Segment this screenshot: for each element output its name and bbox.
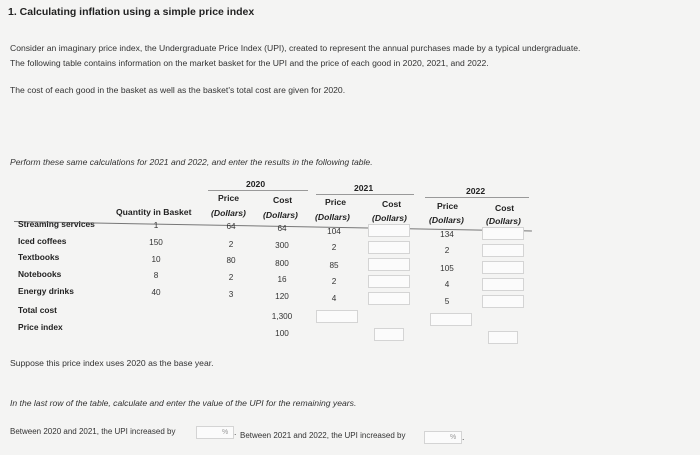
unit-header-price-2022: (Dollars) — [429, 215, 464, 225]
total-cost-2020: 1,300 — [271, 312, 293, 321]
row-label-textbooks: Textbooks — [18, 252, 60, 262]
inflation-2022-input[interactable] — [424, 431, 465, 444]
year-rule-2021 — [316, 194, 414, 195]
price-index-2020: 100 — [275, 329, 289, 338]
price-2020-textbooks: 80 — [226, 256, 236, 265]
cost-2021-textbooks-input[interactable] — [368, 258, 410, 271]
base-year-note: Suppose this price index uses 2020 as the base year. — [10, 358, 214, 368]
cost-2022-iced-coffees-input[interactable] — [482, 244, 524, 257]
price-header-2020: Price — [218, 193, 240, 203]
section-title: 1. Calculating inflation using a simple price index — [8, 6, 255, 18]
year-header-2021: 2021 — [354, 183, 374, 193]
price-index-2021-input[interactable] — [374, 328, 404, 341]
qty-iced-coffees: 150 — [149, 238, 163, 247]
price-2021-streaming: 104 — [327, 227, 341, 236]
cost-2020-streaming: 64 — [277, 224, 287, 233]
qty-notebooks: 8 — [153, 271, 159, 280]
price-2020-notebooks: 2 — [228, 273, 234, 282]
row-label-total-cost: Total cost — [18, 305, 57, 315]
unit-header-price-2020: (Dollars) — [211, 208, 246, 218]
inflation-2021-percent: % — [222, 429, 229, 436]
intro-line-1: Consider an imaginary price index, the Undergraduate Price Index (UPI), created to represent the annual purchases made by a typical undergraduate. — [10, 43, 581, 53]
cost-2021-energy-drinks-input[interactable] — [368, 292, 410, 305]
inflation-2021-period: . — [234, 427, 237, 437]
price-index-2022-input[interactable] — [488, 331, 518, 344]
quantity-header: Quantity in Basket — [116, 207, 192, 217]
price-2021-notebooks: 2 — [331, 277, 337, 286]
price-2022-notebooks: 4 — [444, 280, 450, 289]
price-header-2022: Price — [437, 201, 459, 211]
price-2022-streaming: 134 — [440, 230, 454, 239]
qty-streaming: 1 — [153, 221, 159, 230]
year-rule-2022 — [425, 197, 529, 198]
year-header-2022: 2022 — [466, 186, 486, 196]
inflation-2022-percent: % — [450, 434, 457, 441]
qty-energy-drinks: 40 — [151, 288, 161, 297]
intro-line-3: The cost of each good in the basket as well as the basket's total cost are given for 2020. — [10, 85, 346, 95]
price-header-2021: Price — [325, 197, 347, 207]
price-2020-energy-drinks: 3 — [228, 290, 234, 299]
unit-header-cost-2022: (Dollars) — [486, 216, 521, 226]
cost-2021-notebooks-input[interactable] — [368, 275, 410, 288]
cost-2022-streaming-input[interactable] — [482, 227, 524, 240]
inflation-2022-period: . — [462, 432, 465, 442]
cost-2021-streaming-input[interactable] — [368, 224, 410, 237]
last-row-instruction: In the last row of the table, calculate and enter the value of the UPI for the remaining years. — [10, 398, 357, 408]
intro-line-2: The following table contains information on the market basket for the UPI and the price of each good in 2020, 2021, and 2022. — [10, 58, 489, 68]
inflation-2021-input[interactable] — [196, 426, 237, 439]
cost-2022-textbooks-input[interactable] — [482, 261, 524, 274]
row-label-energy-drinks: Energy drinks — [18, 286, 74, 296]
cost-header-2020: Cost — [273, 195, 293, 205]
cost-header-2021: Cost — [382, 199, 402, 209]
total-cost-2022-input[interactable] — [430, 313, 472, 326]
cost-header-2022: Cost — [495, 203, 515, 213]
total-cost-2021-input[interactable] — [316, 310, 358, 323]
unit-header-price-2021: (Dollars) — [315, 212, 350, 222]
inflation-2022-label: Between 2021 and 2022, the UPI increased by — [240, 431, 406, 440]
cost-2020-energy-drinks: 120 — [275, 292, 289, 301]
price-2020-iced-coffees: 2 — [228, 240, 234, 249]
year-header-2020: 2020 — [246, 179, 266, 189]
row-label-price-index: Price index — [18, 322, 63, 332]
price-2022-iced-coffees: 2 — [444, 246, 450, 255]
cost-2020-textbooks: 800 — [275, 259, 289, 268]
unit-header-cost-2020: (Dollars) — [263, 210, 298, 220]
price-2021-iced-coffees: 2 — [331, 243, 337, 252]
cost-2022-notebooks-input[interactable] — [482, 278, 524, 291]
cost-2022-energy-drinks-input[interactable] — [482, 295, 524, 308]
cost-2020-notebooks: 16 — [277, 275, 287, 284]
row-label-iced-coffees: Iced coffees — [18, 236, 67, 246]
cost-2021-iced-coffees-input[interactable] — [368, 241, 410, 254]
price-2021-energy-drinks: 4 — [331, 294, 337, 303]
year-rule-2020 — [208, 190, 308, 191]
row-label-streaming: Streaming services — [18, 219, 95, 229]
price-2022-textbooks: 105 — [440, 264, 454, 273]
price-2022-energy-drinks: 5 — [444, 297, 450, 306]
qty-textbooks: 10 — [151, 255, 161, 264]
cost-2020-iced-coffees: 300 — [275, 241, 289, 250]
row-label-notebooks: Notebooks — [18, 269, 62, 279]
price-2020-streaming: 64 — [226, 222, 236, 231]
instruction-text: Perform these same calculations for 2021 and 2022, and enter the results in the following table. — [10, 157, 373, 167]
unit-header-cost-2021: (Dollars) — [372, 213, 407, 223]
inflation-2021-label: Between 2020 and 2021, the UPI increased by — [10, 427, 176, 436]
price-2021-textbooks: 85 — [329, 261, 339, 270]
